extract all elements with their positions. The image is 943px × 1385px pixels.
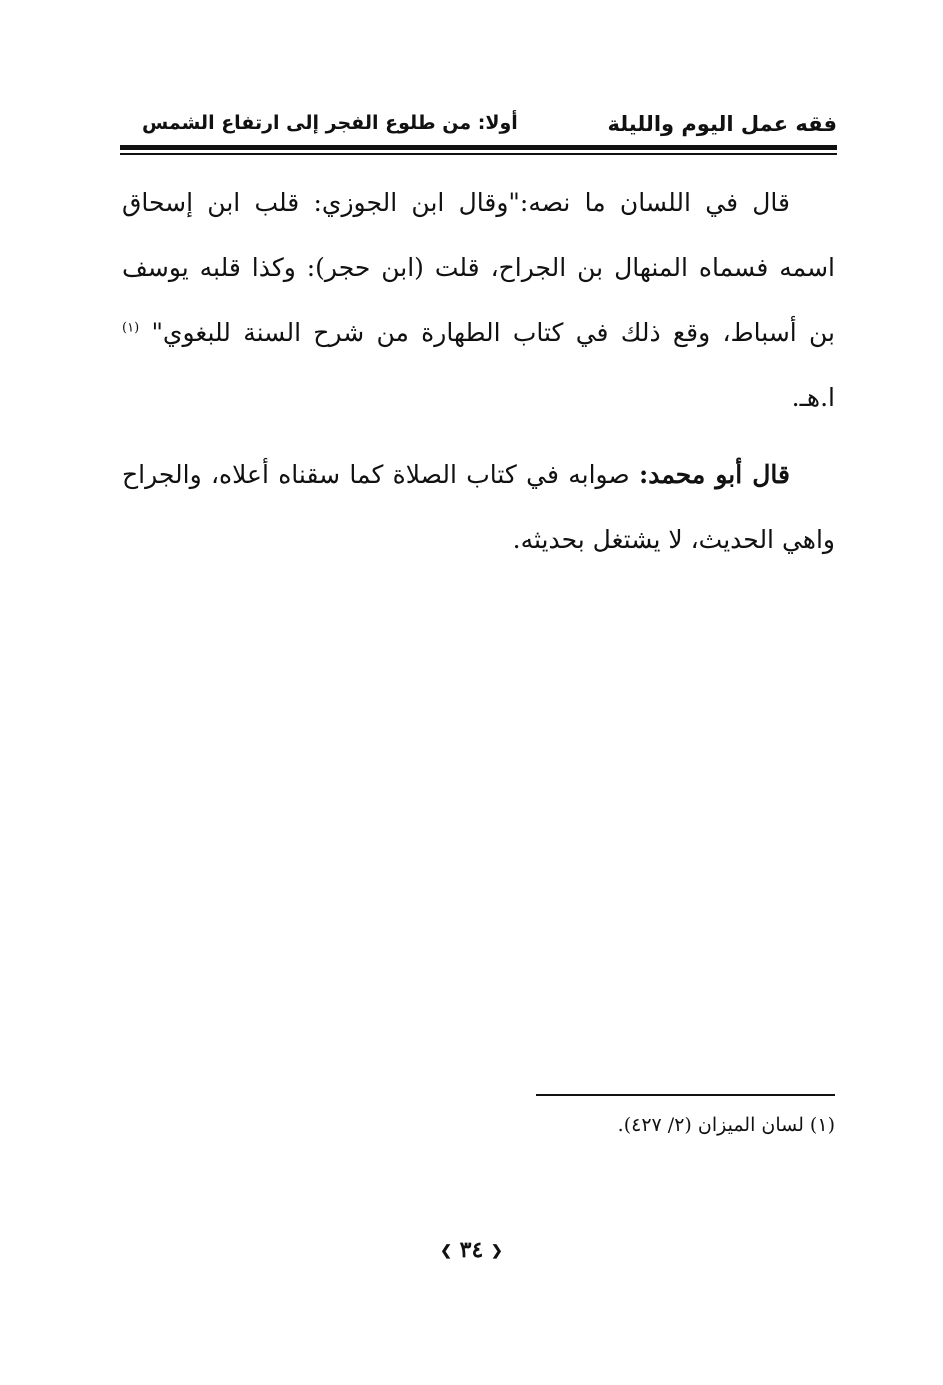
ornament-right-icon: ❯ [440,1243,452,1259]
page-number [0,1237,943,1263]
header-rule-thick [120,145,837,150]
paragraph-1-tail: ا.هـ. [791,383,835,412]
book-title: فقه عمل اليوم والليلة [607,112,837,136]
paragraph-1 [122,170,835,430]
ornament-left-icon: ❮ [490,1243,503,1259]
chapter-title: أولا: من طلوع الفجر إلى ارتفاع الشمس [142,112,518,134]
paragraph-2 [122,442,835,572]
paragraph-2-lead: قال أبو محمد: [638,460,790,489]
header-rule-thin [120,153,837,155]
footnote-separator [536,1094,835,1096]
main-text [122,170,835,572]
footnote: (١) لسان الميزان (٢/ ٤٢٧). [617,1114,835,1136]
paragraph-2-text: صوابه في كتاب الصلاة كما سقناه أعلاه، والجراح واهي الحديث، لا يشتغل بحديثه. [122,460,835,554]
footnote-reference: (١) [122,320,140,336]
page-header [120,112,837,146]
paragraph-1-text: قال في اللسان ما نصه:"وقال ابن الجوزي: قلب ابن إسحاق اسمه فسماه المنهال بن الجراح، قلت (ابن حجر): وكذا قلبه يوسف بن أسباط، وقع ذلك في كتاب الطهارة من شرح السنة للبغوي" [122,188,835,347]
page-number-value: ٣٤ [459,1237,484,1263]
